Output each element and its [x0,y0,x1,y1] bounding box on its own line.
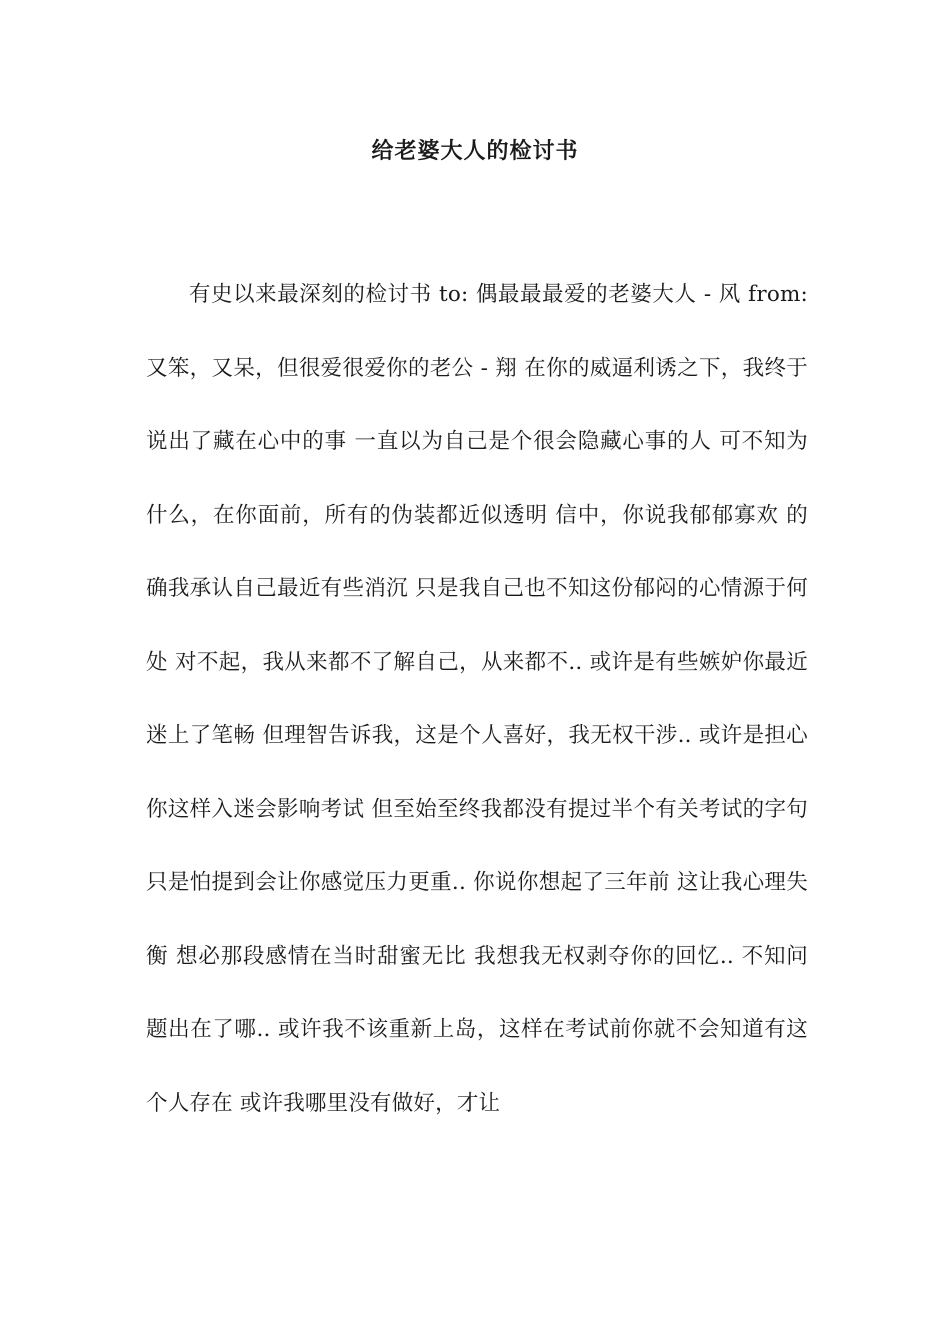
document-body: 有史以来最深刻的检讨书 to: 偶最最最爱的老婆大人 - 风 from: 又笨，又呆，但很爱很爱你的老公 - 翔 在你的威逼利诱之下，我终于说出了藏在心中的事 一直以为自己是个很会隐藏心事的人 可不知为什么，在你面前，所有的伪装都近似透明 信中，你说我郁郁寡欢 的确我承认自己最近有些消沉 只是我自己也不知这份郁闷的心情源于何处 对不起，我从来都不了解自己，从来都不.. 或许是有些嫉妒你最近迷上了笔畅 但理智告诉我，这是个人喜好，我无权干涉.. 或许是担心你这样入迷会影响考试 但至始至终我都没有提过半个有关考试的字句 只是怕提到会让你感觉压力更重.. 你说你想起了三年前 这让我心理失衡 想必那段感情在当时甜蜜无比 我想我无权剥夺你的回忆.. 不知问题出在了哪.. 或许我不该重新上岛，这样在考试前你就不会知道有这个人存在 或许我哪里没有做好，才让 [146,282,808,1116]
document-title: 给老婆大人的检讨书 [371,138,579,164]
